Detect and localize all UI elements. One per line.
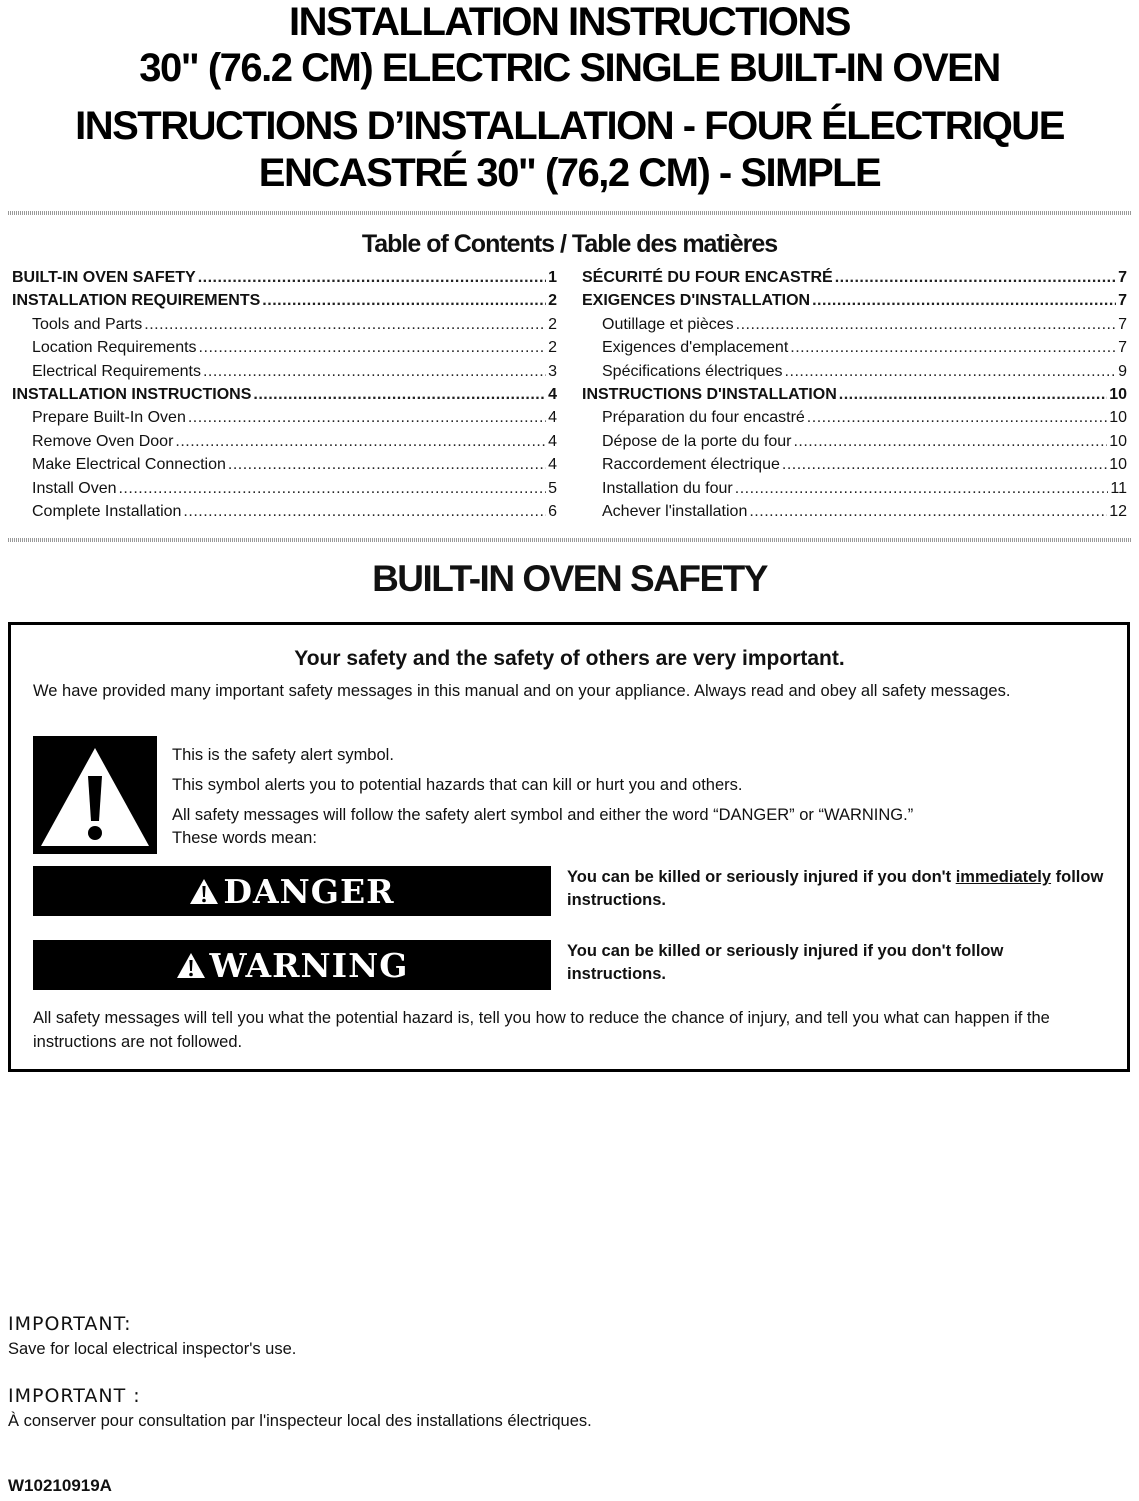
top-divider — [8, 211, 1132, 215]
toc-entry-label: INSTRUCTIONS D'INSTALLATION — [582, 385, 837, 403]
warning-alert-icon — [176, 952, 206, 979]
toc-entry[interactable] — [582, 289, 1127, 312]
toc-entry-page: 10 — [1109, 456, 1127, 474]
toc-leader — [203, 360, 546, 383]
toc-leader — [262, 289, 546, 312]
toc-entry-label: INSTALLATION REQUIREMENTS — [12, 292, 261, 310]
toc-leader — [839, 383, 1107, 406]
toc-entry-label: Spécifications électriques — [602, 362, 783, 380]
toc-entry-page: 10 — [1109, 385, 1127, 403]
title-line-3: INSTRUCTIONS D’INSTALLATION - FOUR ÉLECTRIQUE — [75, 104, 1064, 148]
symbol-text-4: These words mean: — [172, 829, 317, 847]
safety-alert-icon — [33, 736, 157, 854]
toc-entry-page: 10 — [1109, 409, 1127, 427]
toc-entry-label: Préparation du four encastré — [602, 409, 805, 427]
toc-entry[interactable] — [582, 430, 1127, 453]
toc-leader — [736, 313, 1116, 336]
symbol-text-3: All safety messages will follow the safety alert symbol and either the word “DANGER” or “WARNING.” — [172, 806, 914, 824]
toc-entry-page: 1 — [548, 269, 557, 286]
danger-label: DANGER — [223, 871, 395, 911]
toc-entry[interactable] — [12, 313, 557, 336]
toc-entry-page: 4 — [548, 409, 557, 427]
toc-entry-label: Tools and Parts — [32, 315, 143, 333]
toc-entry-page: 10 — [1109, 432, 1127, 450]
toc-entry-page: 7 — [1118, 269, 1127, 286]
toc-leader — [793, 430, 1107, 453]
toc-entry-label: Electrical Requirements — [32, 362, 201, 380]
toc-entry-page: 4 — [548, 456, 557, 474]
toc-leader — [835, 266, 1116, 289]
toc-entry[interactable] — [12, 266, 557, 289]
symbol-text-2: This symbol alerts you to potential hazards that can kill or hurt you and others. — [172, 776, 743, 794]
toc-entry-page: 11 — [1110, 479, 1127, 497]
toc-entry[interactable] — [582, 477, 1127, 500]
toc-column-english — [12, 266, 557, 523]
safety-footer: All safety messages will tell you what the potential hazard is, tell you how to reduce the chance of injury, and tell you what can happen if the instructions are not followed. — [33, 1009, 1050, 1051]
toc-entry[interactable] — [12, 336, 557, 359]
toc-entry[interactable] — [582, 383, 1127, 406]
toc-entry-page: 12 — [1109, 502, 1127, 520]
toc-entry[interactable] — [12, 453, 557, 476]
toc-entry[interactable] — [12, 477, 557, 500]
toc-title: Table of Contents / Table des matières — [361, 230, 778, 258]
symbol-text-1: This is the safety alert symbol. — [172, 746, 394, 764]
toc-entry[interactable] — [582, 266, 1127, 289]
danger-alert-icon — [189, 878, 219, 905]
section-title: BUILT-IN OVEN SAFETY — [372, 558, 767, 599]
toc-entry-label: EXIGENCES D'INSTALLATION — [582, 292, 811, 310]
toc-entry-label: Install Oven — [32, 479, 117, 497]
toc-entry[interactable] — [582, 336, 1127, 359]
important-text-fr: À conserver pour consultation par l'inspecteur local des installations électriques. — [8, 1412, 592, 1430]
part-number: W10210919A — [8, 1476, 112, 1495]
mid-divider — [8, 538, 1132, 542]
toc-leader — [749, 500, 1107, 523]
toc-leader — [198, 266, 546, 289]
toc-entry-page: 7 — [1118, 339, 1127, 357]
toc-leader — [735, 477, 1109, 500]
toc-entry[interactable] — [12, 500, 557, 523]
important-text-en: Save for local electrical inspector's use. — [8, 1340, 297, 1358]
toc-entry-page: 2 — [548, 339, 557, 357]
toc-entry-label: Complete Installation — [32, 502, 182, 520]
toc-leader — [175, 430, 546, 453]
warning-message: You can be killed or seriously injured if you don't follow instructions. — [567, 942, 1004, 983]
toc-leader — [199, 336, 547, 359]
toc-entry-page: 7 — [1118, 292, 1127, 310]
toc-entry[interactable] — [12, 289, 557, 312]
toc-leader — [807, 406, 1107, 429]
toc-entry-label: Location Requirements — [32, 339, 197, 357]
toc-entry-page: 4 — [548, 432, 557, 450]
toc-entry[interactable] — [582, 406, 1127, 429]
toc-entry-label: Prepare Built-In Oven — [32, 409, 186, 427]
toc-entry[interactable] — [582, 453, 1127, 476]
toc-entry-page: 4 — [548, 385, 557, 403]
toc-leader — [118, 477, 546, 500]
toc-leader — [183, 500, 546, 523]
title-line-2: 30" (76.2 CM) ELECTRIC SINGLE BUILT-IN OVEN — [139, 46, 1000, 90]
toc-entry[interactable] — [582, 500, 1127, 523]
toc-entry[interactable] — [12, 430, 557, 453]
toc-entry-label: Make Electrical Connection — [32, 456, 226, 474]
toc-entry-page: 2 — [548, 315, 557, 333]
toc-leader — [228, 453, 546, 476]
toc-entry[interactable] — [12, 383, 557, 406]
toc-leader — [782, 453, 1107, 476]
toc-entry[interactable] — [12, 406, 557, 429]
danger-message: You can be killed or seriously injured if you don't immediately follow instructions. — [567, 868, 1104, 909]
toc-leader — [188, 406, 546, 429]
important-label-en: IMPORTANT: — [8, 1313, 132, 1335]
toc-entry-page: 5 — [548, 479, 557, 497]
toc-entry-page: 2 — [548, 292, 557, 310]
toc-entry-label: Achever l'installation — [602, 502, 748, 520]
toc-entry-label: Dépose de la porte du four — [602, 432, 792, 450]
toc-entry-page: 3 — [548, 362, 557, 380]
toc-entry-label: Remove Oven Door — [32, 432, 174, 450]
toc-entry[interactable] — [12, 360, 557, 383]
danger-signal — [33, 866, 551, 916]
toc-entry-label: Outillage et pièces — [602, 315, 734, 333]
toc-entry-page: 9 — [1118, 362, 1127, 380]
toc-leader — [144, 313, 546, 336]
warning-signal — [33, 940, 551, 990]
toc-entry-label: BUILT-IN OVEN SAFETY — [12, 269, 196, 286]
title-line-1: INSTALLATION INSTRUCTIONS — [289, 0, 850, 44]
safety-intro: We have provided many important safety messages in this manual and on your appliance. Always read and obey all safety messages. — [33, 682, 1011, 700]
warning-label: WARNING — [209, 945, 409, 985]
toc-leader — [785, 360, 1117, 383]
important-label-fr: IMPORTANT : — [8, 1385, 141, 1407]
toc-entry-label: INSTALLATION INSTRUCTIONS — [12, 385, 252, 403]
toc-leader — [790, 336, 1116, 359]
toc-entry[interactable] — [582, 313, 1127, 336]
toc-entry-page: 7 — [1118, 315, 1127, 333]
toc-leader — [812, 289, 1116, 312]
toc-entry-label: Installation du four — [602, 479, 733, 497]
toc-entry-label: Raccordement électrique — [602, 456, 780, 474]
title-line-4: ENCASTRÉ 30" (76,2 CM) - SIMPLE — [258, 151, 881, 195]
toc-leader — [253, 383, 546, 406]
safety-heading: Your safety and the safety of others are very important. — [294, 647, 845, 670]
toc-entry-label: Exigences d'emplacement — [602, 339, 789, 357]
toc-entry[interactable] — [582, 360, 1127, 383]
toc-entry-page: 6 — [548, 502, 557, 520]
toc-column-french — [582, 266, 1127, 523]
toc-entry-label: SÉCURITÉ DU FOUR ENCASTRÉ — [582, 269, 833, 286]
